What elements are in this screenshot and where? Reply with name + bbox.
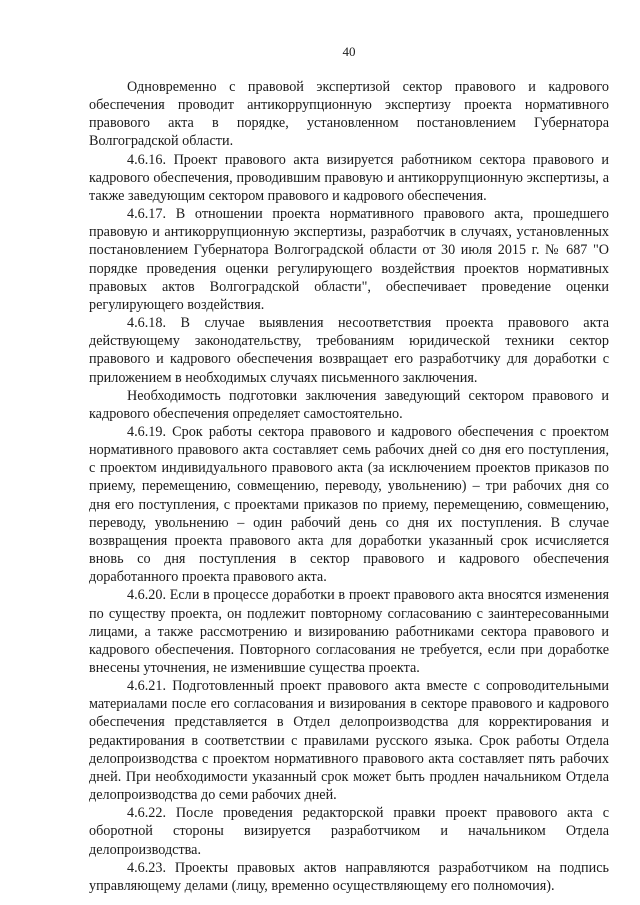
paragraph-4-6-19: 4.6.19. Срок работы сектора правового и кадрового обеспечения с проектом нормативного правового акта составляет семь рабочих дней со дня его поступления, с проектом индивидуального правового акта (за исключением проектов приказов по приему, перемещению, совмещению, переводу, увольнению) – три рабочих дня со дня его поступления, с проектами приказов по приему, перемещению, совмещению, переводу, увольнению – один рабочий день со дня их поступления. В случае возвращения проекта правового акта для доработки указанный срок исчисляется вновь со дня поступления в сектор правового и кадрового обеспечения доработанного проекта правового акта. xyxy=(89,423,609,586)
paragraph-4-6-22: 4.6.22. После проведения редакторской правки проект правового акта с оборотной стороны визируется разработчиком и начальником Отдела делопроизводства. xyxy=(89,805,609,858)
paragraph-conclusion-necessity: Необходимость подготовки заключения заведующий сектором правового и кадрового обеспечения определяет самостоятельно. xyxy=(89,387,609,422)
paragraph-4-6-23: 4.6.23. Проекты правовых актов направляются разработчиком на подпись управляющему делами (лицу, временно осуществляющему его полномочия). xyxy=(89,859,609,894)
paragraph-4-6-18: 4.6.18. В случае выявления несоответствия проекта правового акта действующему законодательству, требованиям юридической техники сектор правового и кадрового обеспечения возвращает его разработчику для доработки с приложением в необходимых случаях письменного заключения. xyxy=(89,315,609,386)
paragraph-4-6-17: 4.6.17. В отношении проекта нормативного правового акта, прошедшего правовую и антикоррупционную экспертизы, разработчик в случаях, установленных постановлением Губернатора Волгоградской области от 30 июля 2015 г. № 687 "О порядке проведения оценки регулирующего воздействия проектов нормативных правовых актов Волгоградской области", обеспечивает проведение оценки регулирующего воздействия. xyxy=(89,206,609,313)
paragraph-4-6-16: 4.6.16. Проект правового акта визируется работником сектора правового и кадрового обеспечения, проводившим правовую и антикоррупционную экспертизы, а также заведующим сектором правового и кадрового обеспечения. xyxy=(89,151,609,204)
paragraph-4-6-21: 4.6.21. Подготовленный проект правового акта вместе с сопроводительными материалами после его согласования и визирования в секторе правового и кадрового обеспечения представляется в Отдел делопроизводства для корректирования и редактирования в соответствии с правилами русского языка. Срок работы Отдела делопроизводства с проектом нормативного правового акта составляет пять рабочих дней. При необходимости указанный срок может быть продлен начальником Отдела делопроизводства до семи рабочих дней. xyxy=(89,678,609,804)
paragraph-intro: Одновременно с правовой экспертизой сектор правового и кадрового обеспечения проводит антикоррупционную экспертизу проекта нормативного правового акта в порядке, установленном постановлением Губернатора Волгоградской области. xyxy=(89,79,609,150)
page-number: 40 xyxy=(342,44,356,59)
paragraph-4-6-20: 4.6.20. Если в процессе доработки в проект правового акта вносятся изменения по существу проекта, он подлежит повторному согласованию с заинтересованными лицами, а также рассмотрению и визированию работниками сектора правового и кадрового обеспечения. Повторного согласования не требуется, если при доработке внесены уточнения, не изменившие существа проекта. xyxy=(89,587,609,676)
